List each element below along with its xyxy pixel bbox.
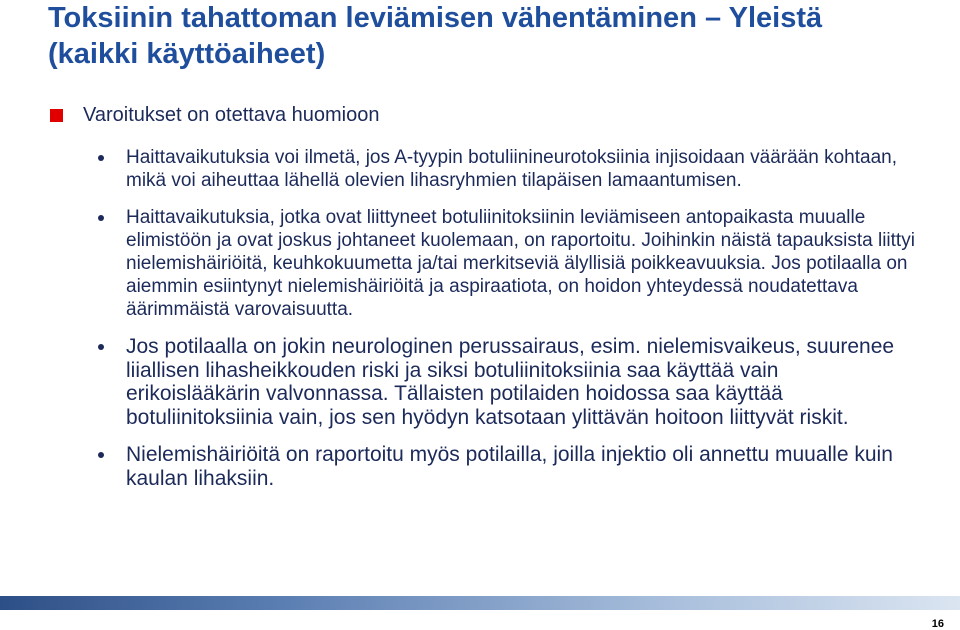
footer-band [0,596,960,610]
lead-item [50,104,379,127]
page-number: 16 [931,618,944,630]
bullet-text: Haittavaikutuksia voi ilmetä, jos A-tyypin botuliinineurotoksiinia injisoidaan väärään kohtaan, mikä voi aiheuttaa lähellä olevien lihasryhmien tilapäisen lamaantumisen. [126,147,897,191]
bullet-text: Nielemishäiriöitä on raportoitu myös potilailla, joilla injektio oli annettu muualle kuin kaulan lihaksiin. [126,443,893,490]
lead-text: Varoitukset on otettava huomioon [83,104,380,126]
bullet-dot-icon [98,215,104,221]
bullet-text: Jos potilaalla on jokin neurologinen perussairaus, esim. nielemisvaikeus, suurenee liiallisen lihasheikkouden riski ja siksi botuliinitoksiinia saa käyttää vain erikoislääkärin valvonnassa. Tällaisten potilaiden hoidossa saa käyttää botuliinitoksiinia vain, jos sen hyödyn katsotaan ylittävän hoitoon liittyvät riskit. [126,335,895,429]
slide-title-line2: (kaikki käyttöaiheet) [48,38,326,70]
bullet-item [98,206,918,321]
bullet-item [98,146,918,192]
bullet-dot-icon [98,155,104,161]
slide-title [48,0,948,72]
bullet-text: Haittavaikutuksia, jotka ovat liittyneet botuliinitoksiinin leviämiseen antopaikasta muualle elimistöön ja ovat joskus johtaneet kuolemaan, on raportoitu. Joihinkin näistä tapauksista liittyi nielemishäiriöitä, keuhkokuumetta ja/tai merkitseviä älyllisiä poikkeavuuksia. Jos potilaalla on aiemmin esiintynyt nielemishäiriöitä ja aspiraatiota, on hoidon yhteydessä noudatettava äärimmäistä varovaisuutta. [126,207,915,320]
bullet-dot-icon [98,452,104,458]
bullet-item [98,443,918,490]
bullet-item [98,335,918,429]
bullet-dot-icon [98,344,104,350]
slide-title-line1: Toksiinin tahattoman leviämisen vähentäminen – Yleistä [48,2,823,34]
bullet-list [98,146,918,504]
square-bullet-icon [50,109,63,122]
